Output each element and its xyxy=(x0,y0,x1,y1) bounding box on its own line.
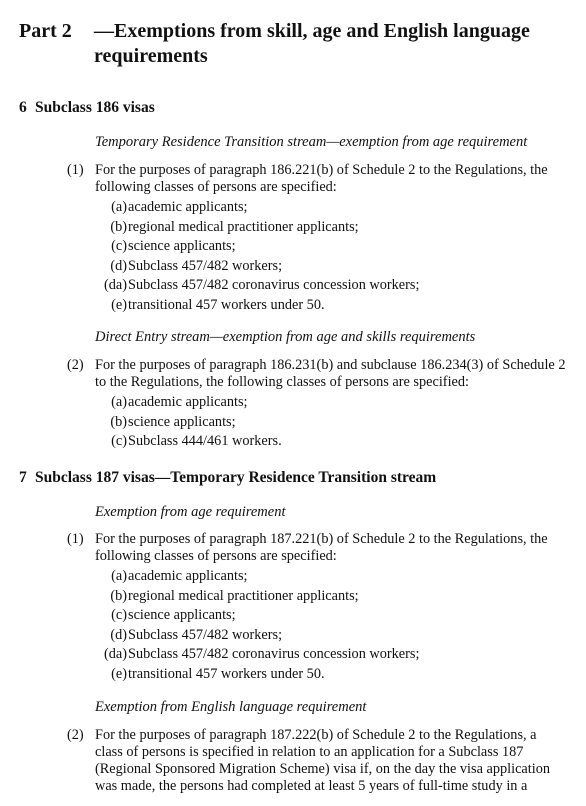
item-text: transitional 457 workers under 50. xyxy=(128,665,325,682)
paragraph-number: (2) xyxy=(67,357,84,373)
item-number: (da) xyxy=(103,646,127,662)
item-text: science applicants; xyxy=(128,238,236,254)
item-number: (a) xyxy=(111,568,127,584)
list-item xyxy=(67,393,567,413)
part-title xyxy=(19,19,574,69)
item-number: (c) xyxy=(111,238,127,254)
item-text: Subclass 457/482 coronavirus concession workers; xyxy=(128,277,420,293)
item-number: (a) xyxy=(111,199,127,215)
section-number: 7 xyxy=(19,469,27,486)
list-item xyxy=(67,432,567,452)
section-6-subheading-1: Temporary Residence Transition stream—exemption from age requirement xyxy=(95,134,528,150)
list-item xyxy=(67,567,567,587)
item-text: science applicants; xyxy=(128,607,236,623)
item-number: (d) xyxy=(110,626,127,643)
section-7-paragraph-2 xyxy=(67,727,567,795)
paragraph-text: For the purposes of paragraph 186.231(b) and subclause 186.234(3) of Schedule 2 to the Regulations, the following classes of persons are specified: xyxy=(95,357,566,390)
list-item xyxy=(67,665,567,685)
paragraph-text: For the purposes of paragraph 187.222(b) of Schedule 2 to the Regulations, a class of persons is specified in relation to an application for a Subclass 187 (Regional Sponsored Migration Scheme) visa if, on the day the visa application was made, the persons had completed at least 5 years of full-time study in a xyxy=(95,727,551,794)
section-6-paragraph-2 xyxy=(67,357,567,452)
item-number: (e) xyxy=(111,665,127,682)
item-text: academic applicants; xyxy=(128,568,248,584)
item-number: (e) xyxy=(111,296,127,313)
item-text: academic applicants; xyxy=(128,394,248,410)
list-item xyxy=(67,606,567,626)
item-number: (a) xyxy=(111,394,127,410)
part-title-text: —Exemptions from skill, age and English language requirements xyxy=(94,20,530,67)
list-item xyxy=(67,198,567,218)
item-number: (b) xyxy=(110,218,127,235)
item-number: (c) xyxy=(111,433,127,449)
item-number: (da) xyxy=(103,277,127,293)
section-7-subheading-1: Exemption from age requirement xyxy=(95,504,286,520)
section-7-heading xyxy=(19,468,436,488)
list-item xyxy=(67,237,567,257)
paragraph-number: (2) xyxy=(67,727,84,743)
paragraph-number: (1) xyxy=(67,531,84,547)
list-item xyxy=(67,218,567,238)
part-label: Part 2 xyxy=(19,20,72,42)
item-number: (d) xyxy=(110,257,127,274)
section-6-paragraph-1 xyxy=(67,162,567,315)
item-text: academic applicants; xyxy=(128,199,248,215)
item-text: regional medical practitioner applicants; xyxy=(128,218,359,235)
paragraph-text: For the purposes of paragraph 186.221(b) of Schedule 2 to the Regulations, the following classes of persons are specified: xyxy=(95,162,548,195)
section-7-subheading-2: Exemption from English language requirement xyxy=(95,699,367,715)
section-7-paragraph-1 xyxy=(67,531,567,684)
list-item xyxy=(67,257,567,277)
item-list xyxy=(67,393,567,452)
paragraph-text: For the purposes of paragraph 187.221(b) of Schedule 2 to the Regulations, the following classes of persons are specified: xyxy=(95,531,548,564)
item-text: Subclass 457/482 workers; xyxy=(128,257,283,274)
paragraph-number: (1) xyxy=(67,162,84,178)
item-text: transitional 457 workers under 50. xyxy=(128,296,325,313)
section-heading-text: Subclass 186 visas xyxy=(35,99,155,116)
item-text: Subclass 457/482 workers; xyxy=(128,626,283,643)
list-item xyxy=(67,296,567,316)
list-item xyxy=(67,276,567,296)
item-text: regional medical practitioner applicants; xyxy=(128,587,359,604)
list-item xyxy=(67,645,567,665)
section-heading-text: Subclass 187 visas—Temporary Residence Transition stream xyxy=(35,469,437,486)
section-6-subheading-2: Direct Entry stream—exemption from age and skills requirements xyxy=(95,329,476,345)
item-text: Subclass 457/482 coronavirus concession workers; xyxy=(128,646,420,662)
item-text: Subclass 444/461 workers. xyxy=(128,433,282,449)
item-list xyxy=(67,567,567,684)
item-number: (b) xyxy=(110,413,127,430)
list-item xyxy=(67,587,567,607)
item-text: science applicants; xyxy=(128,413,236,430)
section-number: 6 xyxy=(19,99,27,116)
section-6-heading xyxy=(19,98,155,118)
list-item xyxy=(67,413,567,433)
item-number: (b) xyxy=(110,587,127,604)
item-number: (c) xyxy=(111,607,127,623)
list-item xyxy=(67,626,567,646)
item-list xyxy=(67,198,567,315)
